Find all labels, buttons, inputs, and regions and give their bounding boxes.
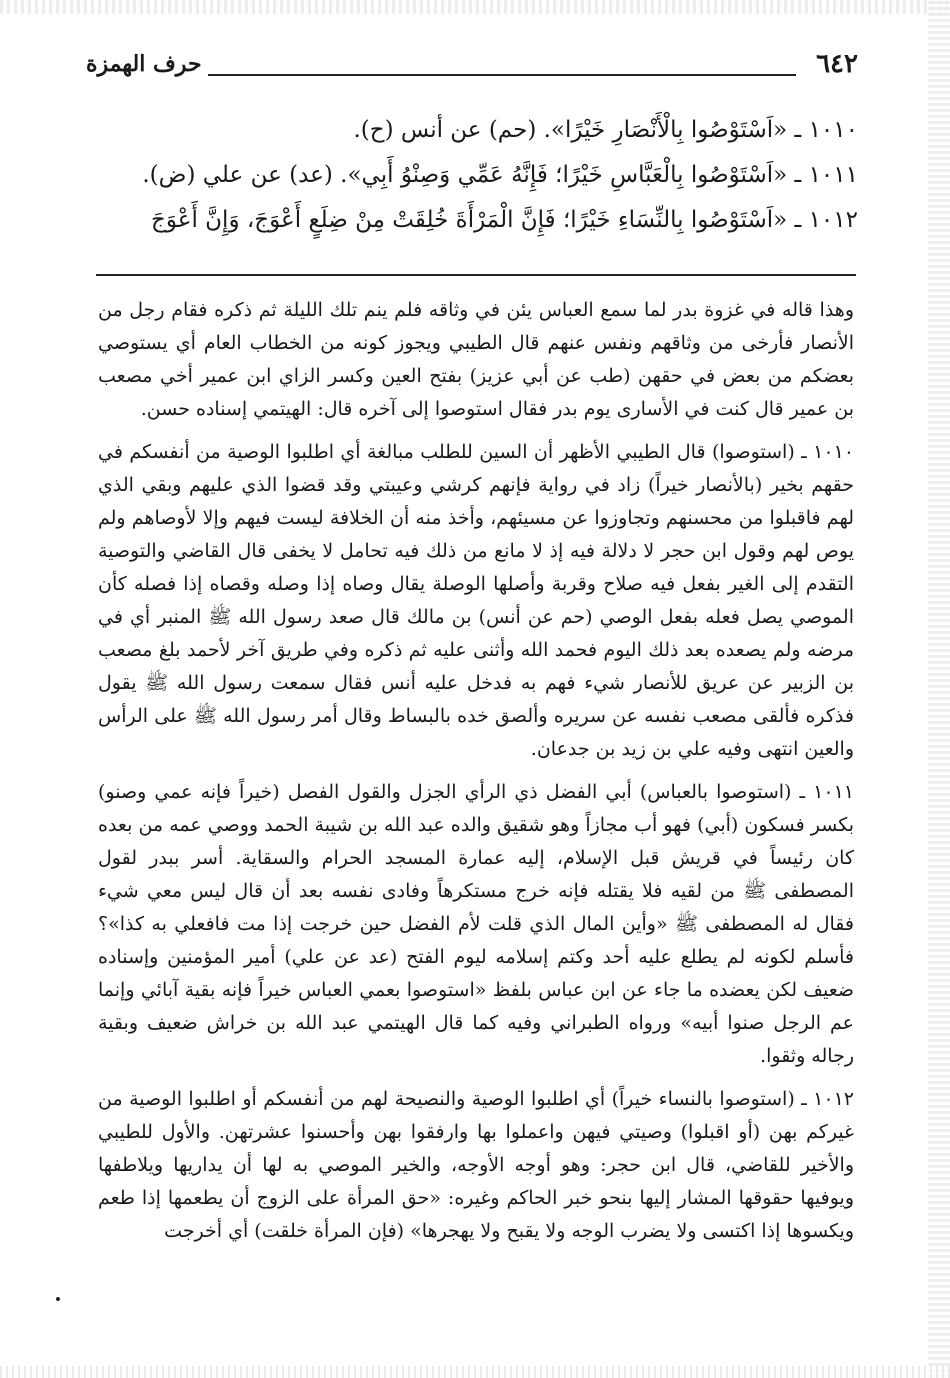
section-title: حرف الهمزة — [86, 51, 202, 77]
commentary-paragraph-1012: ١٠١٢ ـ (استوصوا بالنساء خيراً) أي اطلبوا الوصية والنصيحة لهم من أنفسكم أو اطلبوا الوصية من غيركم بهن (أو اقبلوا) وصيتي فيهن واعملوا بها وارفقوا بهن وأحسنوا عشرتهن. والأول للطيبي والأخير للقاضي، قال ابن حجر: وهو أوجه الأوجه، والخير الموصي به لها أن يداريها ويلاطفها ويوفيها حقوقها المشار إليها بنحو خبر الحاكم وغيره: «حق المرأة على الزوج أن يطعمها إذا طعم ويكسوها إذا اكتسى ولا يضرب الوجه ولا يقبح ولا يهجرها» (فإن المرأة خلقت) أي أخرجت — [98, 1088, 854, 1242]
separator-rule — [96, 274, 856, 276]
hadith-1010: ١٠١٠ ـ «اَسْتَوْصُوا بِالْأَنْصَارِ خَيْرًا». (حم) عن أنس (ح). — [353, 117, 858, 143]
header-rule — [208, 74, 796, 76]
page-number: ٦٤٢ — [816, 49, 858, 79]
hadith-1012: ١٠١٢ ـ «اَسْتَوْصُوا بِالنِّسَاءِ خَيْرًا؛ فَإِنَّ الْمَرْأَةَ خُلِقَتْ مِنْ ضِلَعٍ أَعْوَجَ، وَإِنَّ أَعْوَجَ — [151, 207, 858, 233]
page-header — [86, 46, 858, 86]
commentary-paragraph-1010: ١٠١٠ ـ (استوصوا) قال الطيبي الأظهر أن السين للطلب مبالغة أي اطلبوا الوصية من أنفسكم في حقهم بخير (بالأنصار خيراً) زاد في رواية فإنهم كرشي وعيبتي وقد قضوا الذي عليهم وبقي الذي لهم فاقبلوا من محسنهم وتجاوزوا عن مسيئهم، وأخذ منه أن الخلافة ليست فيهم وإلا لأوصاهم ولم يوص لهم وقول ابن حجر لا دلالة فيه إذ لا مانع من ذلك فيه تحامل لا يخفى قال القاضي والتوصية التقدم إلى الغير بفعل فيه صلاح وقربة وأصلها الوصلة يقال وصاه إذا وصله وقصاه إذا فصله كأن الموصي يصل فعله بفعل الوصي (حم عن أنس) بن مالك قال صعد رسول الله ﷺ المنبر أي في مرضه ولم يصعده بعد ذلك اليوم فحمد الله وأثنى عليه ثم ذكره وفي طريق آخر لأحمد بلغ مصعب بن الزبير عن عريق للأنصار شيء فهم به فدخل عليه أنس فقال سمعت رسول الله ﷺ يقول فذكره فألقى مصعب نفسه عن سريره وألصق خده بالبساط وقال أمر رسول الله ﷺ على الرأس والعين انتهى وفيه علي بن زيد بن جدعان. — [98, 441, 854, 760]
commentary-paragraph-1011: ١٠١١ ـ (استوصوا بالعباس) أبي الفضل ذي الرأي الجزل والقول الفصل (خيراً فإنه عمي وصنو) بكسر فسكون (أبي) فهو أب مجازاً وهو شقيق والده عبد الله بن شيبة الحمد ووصي عمه من بعده كان رئيساً في قريش قبل الإسلام، إليه عمارة المسجد الحرام والسقاية. أسر ببدر لقول المصطفى ﷺ من لقيه فلا يقتله فإنه خرج مستكرهاً وفادى نفسه بعد أن قال ليس معي شيء فقال له المصطفى ﷺ «وأين المال الذي قلت لأم الفضل حين خرجت إذا مت فافعلي به كذا»؟ فأسلم لكونه لم يطلع عليه أحد وكتم إسلامه ليوم الفتح (عد عن علي) أمير المؤمنين وإسناده ضعيف لكن يعضده ما جاء عن ابن عباس بلفظ «استوصوا بعمي العباس خيراً فإنه بقية آبائي وإنما عم الرجل صنوا أبيه» ورواه الطبراني وفيه كما قال الهيتمي عبد الله بن خراش ضعيف وبقية رجاله وثقوا. — [98, 781, 854, 1067]
margin-mark — [56, 1297, 60, 1301]
commentary-paragraph-intro: وهذا قاله في غزوة بدر لما سمع العباس يئن في وثاقه فلم ينم تلك الليلة ثم ذكره فقام رجل من الأنصار فأرخى من وثاقهم ونفس عنهم قال الطيبي ويجوز كونه من الخطاب العام أي يستوصي بعضكم من بعض في حقهن (طب عن أبي عزيز) بفتح العين وكسر الزاي ابن عمير أخي مصعب بن عمير قال كنت في الأسارى يوم بدر فقال استوصوا إلى آخره قال: الهيتمي إسناده حسن. — [98, 299, 854, 420]
hadith-1011: ١٠١١ ـ «اَسْتَوْصُوا بِالْعَبَّاسِ خَيْرًا؛ فَإِنَّهُ عَمِّي وَصِنْوُ أَبِي». (عد) عن علي (ض). — [142, 162, 858, 188]
scan-edge-right — [928, 0, 950, 1378]
commentary — [98, 294, 854, 1258]
hadith-list — [96, 108, 858, 243]
scan-edge-top — [0, 0, 950, 14]
scan-edge-bottom — [0, 1366, 950, 1378]
